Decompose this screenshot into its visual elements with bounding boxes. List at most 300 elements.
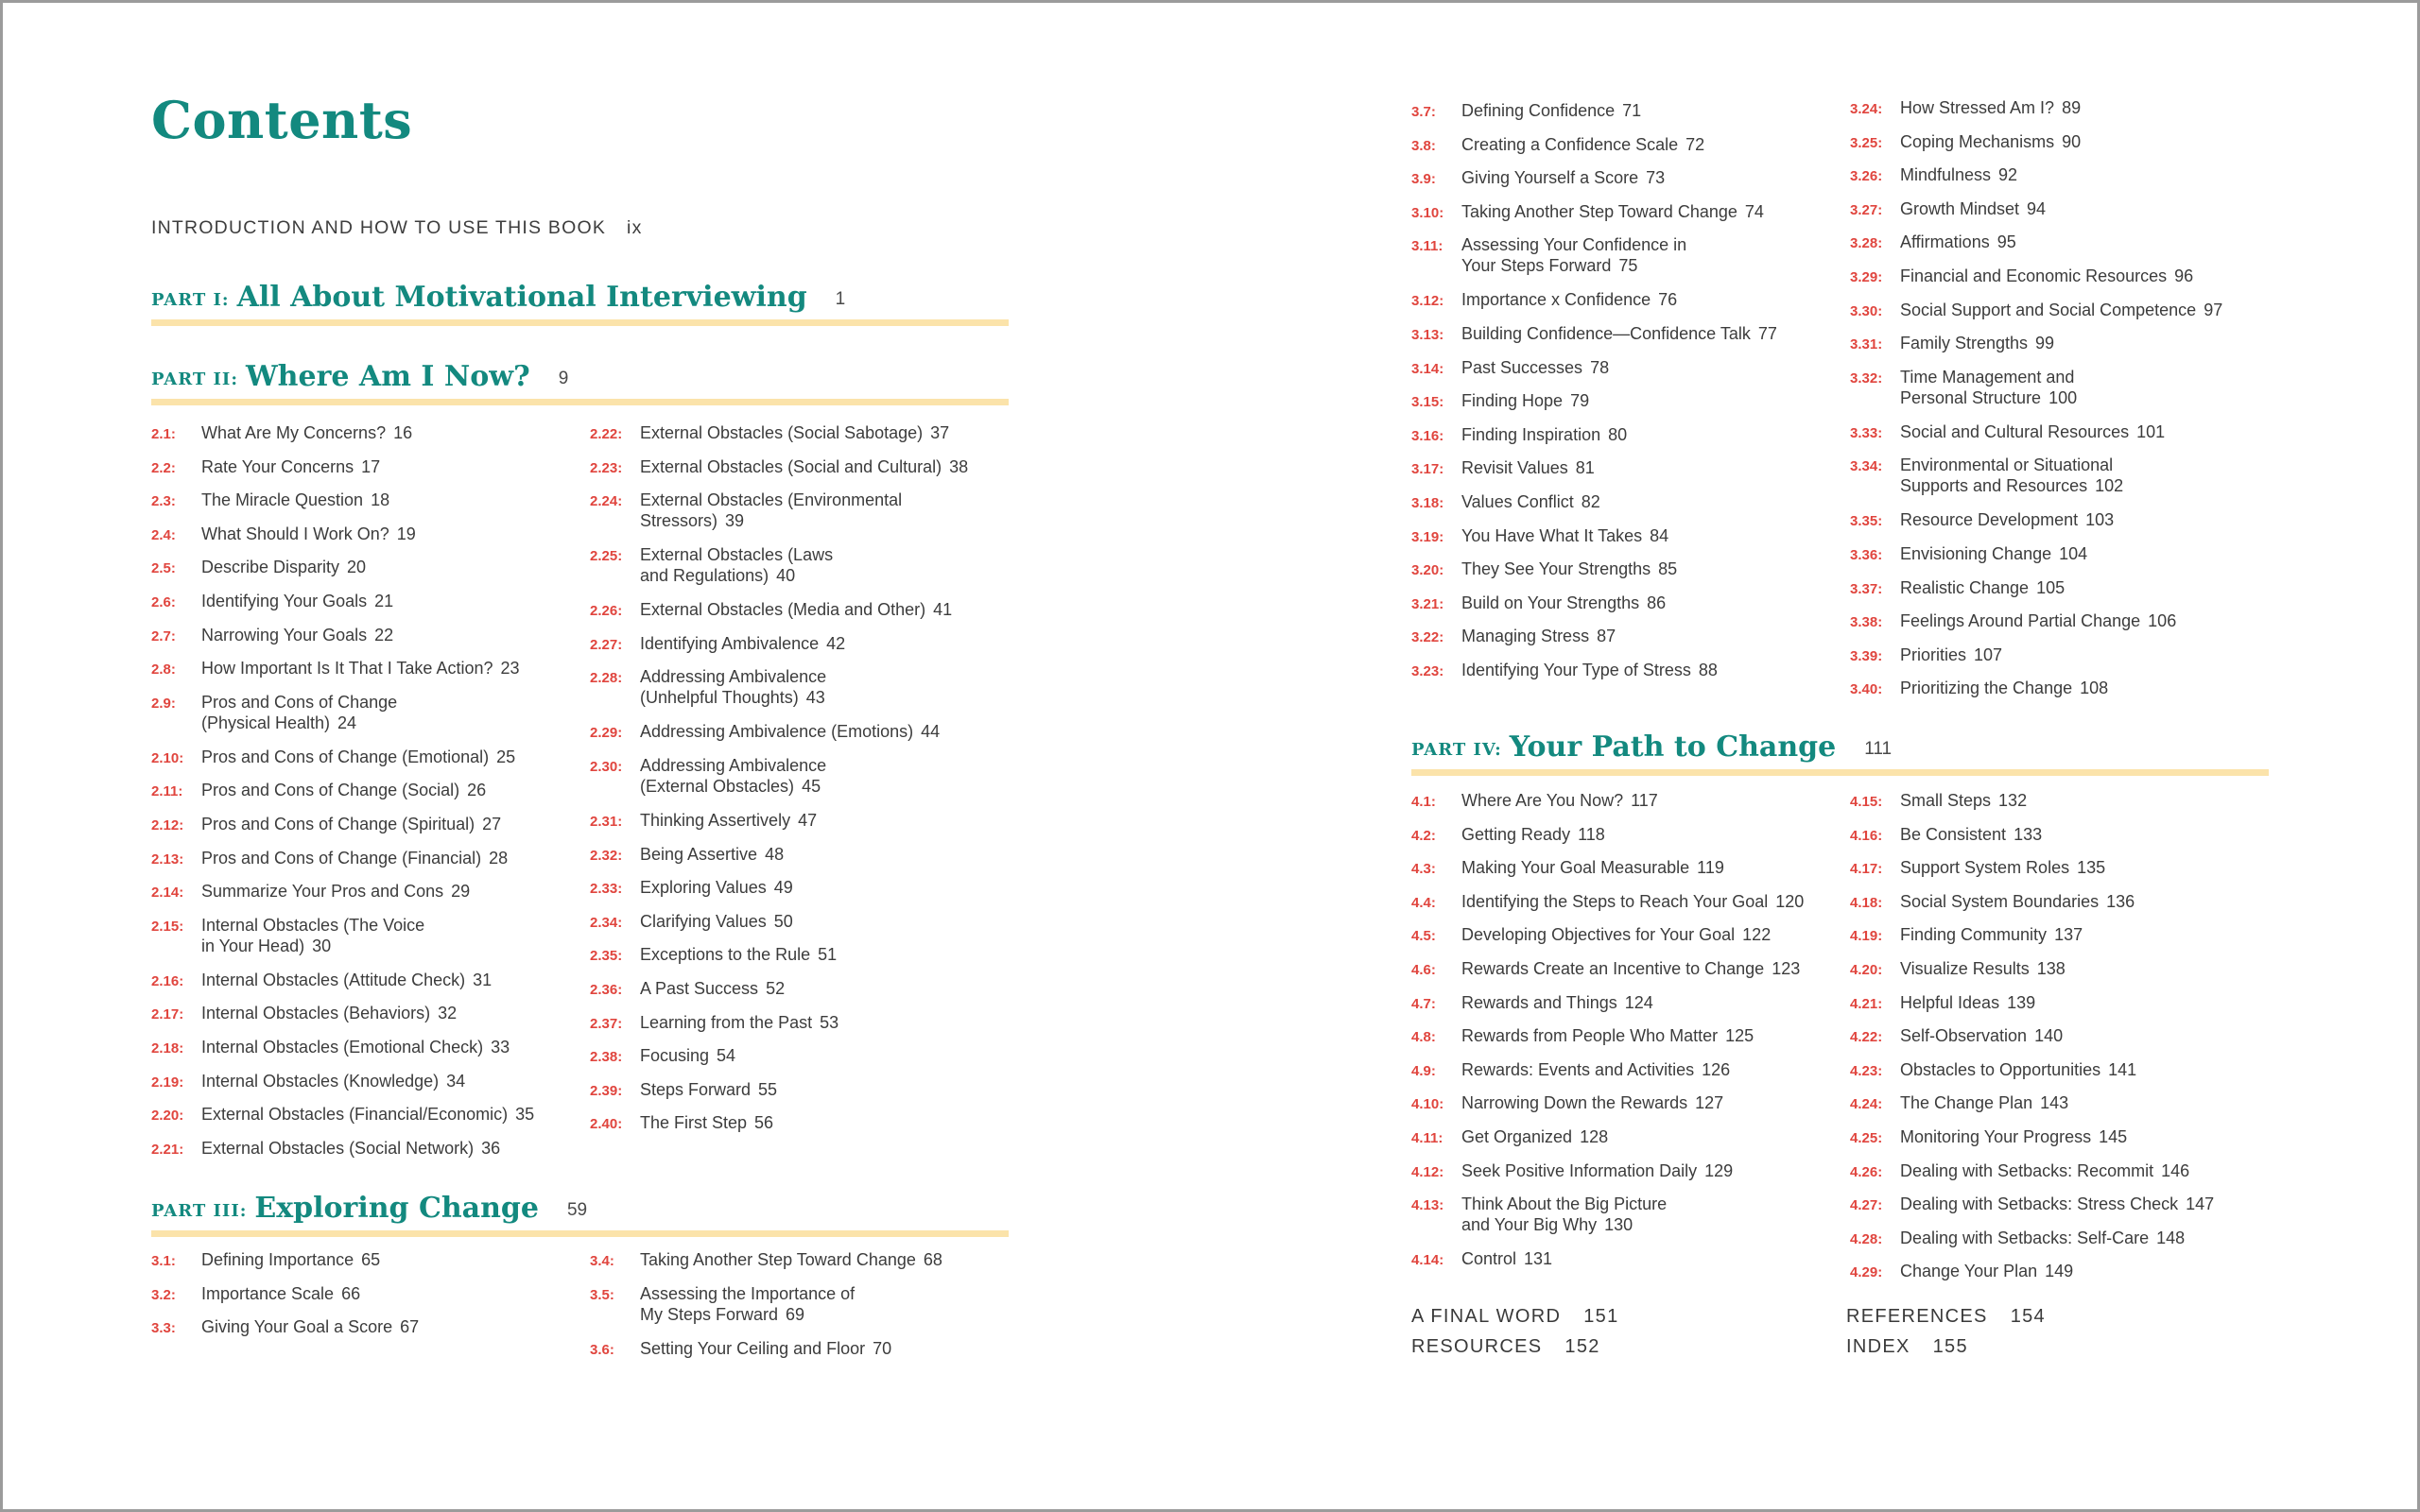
entry-title: Thinking Assertively [640, 811, 791, 830]
entry-text-wrap [1900, 1228, 2316, 1248]
entry-text-wrap [201, 1283, 617, 1304]
entry-title: Managing Stress [1461, 627, 1590, 646]
entry-page: 68 [923, 1250, 942, 1269]
entry-title: Giving Your Goal a Score [201, 1317, 393, 1337]
entry-title: External Obstacles (Environmental Stressors) [640, 490, 903, 531]
entry-text-wrap [1900, 610, 2316, 631]
entry-title: Resource Development [1900, 510, 2079, 530]
entry-title: Self-Observation [1900, 1026, 2028, 1046]
part-2-heading[interactable] [151, 358, 1009, 405]
entry-title: Rewards from People Who Matter [1461, 1026, 1719, 1046]
entry-page: 22 [374, 625, 394, 644]
entry-page: 140 [2034, 1026, 2064, 1046]
entry-title: Making Your Goal Measurable [1461, 858, 1690, 878]
entry-text-wrap [1461, 491, 1877, 512]
entry-title: Revisit Values [1461, 458, 1568, 478]
entry-number: 2.29: [590, 725, 623, 742]
entry-title: External Obstacles (Media and Other) [640, 600, 926, 620]
entry-text-wrap [1900, 958, 2316, 979]
entry-title: Identifying Your Goals [201, 592, 368, 610]
entry-page: 101 [2136, 421, 2166, 441]
entry-page: 89 [2062, 98, 2082, 117]
entry-title: Addressing Ambivalence (External Obstacles) [640, 756, 827, 796]
entry-number: 4.23: [1850, 1062, 1883, 1079]
entry-page: 106 [2148, 611, 2177, 631]
entry-number: 4.24: [1850, 1096, 1883, 1113]
entry-number: 4.29: [1850, 1264, 1883, 1281]
entry-number: 2.37: [590, 1015, 623, 1032]
entry-text-wrap [201, 658, 617, 679]
entry-title: Coping Mechanisms [1900, 131, 2055, 151]
entry-number: 3.16: [1411, 427, 1444, 444]
final-word-entry[interactable] [1411, 1306, 1619, 1328]
entry-title: Build on Your Strengths [1461, 593, 1640, 612]
entry-number: 4.12: [1411, 1163, 1444, 1180]
toc-intro-entry[interactable] [151, 217, 643, 239]
entry-number: 3.1: [151, 1253, 176, 1269]
entry-number: 4.3: [1411, 861, 1436, 878]
entry-text-wrap [1900, 891, 2316, 912]
entry-title: Rewards and Things [1461, 992, 1617, 1012]
entry-page: 126 [1702, 1059, 1731, 1079]
entry-page: 138 [2036, 959, 2066, 978]
entry-text-wrap [1900, 455, 2316, 496]
entry-title: Summarize Your Pros and Cons [201, 882, 444, 902]
entry-title: Describe Disparity [201, 558, 340, 577]
part-4-heading[interactable] [1411, 729, 2269, 776]
entry-page: 25 [496, 747, 516, 766]
entry-page: 29 [451, 882, 471, 902]
entry-title: Narrowing Down the Rewards [1461, 1093, 1688, 1113]
entry-page: 51 [818, 945, 838, 965]
entry-text-wrap [640, 1045, 1056, 1066]
entry-page: 18 [371, 490, 390, 510]
entry-text-wrap [1461, 457, 1877, 478]
entry-text-wrap [1461, 558, 1877, 579]
entry-number: 2.13: [151, 850, 184, 868]
entry-title: Social and Cultural Resources [1900, 421, 2130, 441]
entry-text-wrap [1461, 134, 1877, 155]
entry-page: 42 [826, 633, 846, 653]
entry-text-wrap [1461, 357, 1877, 378]
endmatter-label: REFERENCES [1846, 1306, 1988, 1327]
entry-text-wrap [1900, 367, 2316, 408]
entry-text-wrap [1461, 824, 1877, 845]
entry-number: 2.25: [590, 548, 623, 565]
entry-page: 129 [1704, 1160, 1734, 1180]
entry-text-wrap [1461, 891, 1877, 912]
entry-title: Seek Positive Information Daily [1461, 1160, 1698, 1180]
entry-text-wrap [640, 721, 1056, 742]
entry-page: 28 [489, 848, 509, 868]
entry-text-wrap [1461, 992, 1877, 1013]
entry-page: 125 [1725, 1026, 1754, 1046]
entry-page: 75 [1618, 256, 1638, 276]
entry-text-wrap [1900, 678, 2316, 698]
entry-text-wrap [1461, 593, 1877, 613]
entry-text-wrap [201, 1071, 617, 1091]
entry-title: Addressing Ambivalence (Emotions) [640, 722, 914, 742]
entry-title: Steps Forward [640, 1079, 752, 1099]
entry-title: How Stressed Am I? [1900, 98, 2055, 117]
entry-title: Be Consistent [1900, 824, 2007, 844]
entry-title: A Past Success [640, 979, 759, 998]
entry-title: External Obstacles (Social and Cultural) [640, 456, 942, 476]
entry-text-wrap [1900, 992, 2316, 1013]
entry-page: 135 [2077, 858, 2106, 878]
entry-title: Past Successes [1461, 357, 1583, 377]
entry-title: Internal Obstacles (Knowledge) [201, 1071, 440, 1091]
entry-title: Pros and Cons of Change (Social) [201, 781, 460, 800]
entry-page: 124 [1624, 992, 1653, 1012]
entry-number: 2.5: [151, 560, 176, 577]
entry-title: The First Step [640, 1113, 748, 1133]
entry-number: 3.6: [590, 1341, 614, 1358]
entry-number: 2.16: [151, 972, 184, 989]
entry-number: 4.16: [1850, 827, 1883, 844]
entry-text-wrap [201, 1138, 617, 1159]
entry-text-wrap [1900, 198, 2316, 219]
entry-title: External Obstacles (Social Sabotage) [640, 423, 924, 442]
part-title: Exploring Change [254, 1192, 539, 1225]
entry-title: Prioritizing the Change [1900, 679, 2073, 698]
entry-title: The Change Plan [1900, 1093, 2033, 1113]
entry-page: 131 [1524, 1249, 1553, 1269]
entry-number: 4.26: [1850, 1163, 1883, 1180]
entry-number: 4.7: [1411, 995, 1436, 1012]
entry-page: 16 [393, 423, 413, 442]
entry-number: 3.38: [1850, 614, 1883, 631]
entry-number: 2.4: [151, 526, 176, 543]
entry-title: Exploring Values [640, 878, 767, 898]
entry-number: 4.4: [1411, 894, 1436, 911]
entry-title: Growth Mindset [1900, 198, 2020, 218]
entry-page: 122 [1742, 925, 1772, 945]
entry-text-wrap [201, 848, 617, 868]
entry-text-wrap [1461, 167, 1877, 188]
entry-page: 104 [2059, 544, 2088, 563]
entry-page: 35 [515, 1105, 535, 1125]
entry-page: 108 [2080, 679, 2109, 698]
entry-page: 92 [1998, 165, 2018, 185]
entry-page: 141 [2108, 1059, 2137, 1079]
entry-page: 56 [754, 1113, 774, 1133]
entry-number: 2.17: [151, 1006, 184, 1023]
entry-text-wrap [1461, 1248, 1877, 1269]
entry-page: 43 [805, 688, 825, 708]
entry-page: 41 [933, 600, 953, 620]
entry-text-wrap [1461, 958, 1877, 979]
entry-text-wrap [1900, 1194, 2316, 1214]
entry-page: 149 [2045, 1262, 2074, 1281]
entry-page: 90 [2062, 131, 2082, 151]
entry-text-wrap [201, 1316, 617, 1337]
entry-page: 118 [1578, 824, 1605, 844]
entry-text-wrap [1461, 1160, 1877, 1181]
entry-text-wrap [1900, 164, 2316, 185]
entry-number: 4.2: [1411, 827, 1436, 844]
entry-number: 3.29: [1850, 269, 1883, 285]
entry-page: 130 [1604, 1215, 1634, 1235]
entry-title: Dealing with Setbacks: Recommit [1900, 1160, 2154, 1180]
entry-text-wrap [1461, 1059, 1877, 1080]
entry-page: 36 [481, 1138, 501, 1158]
entry-page: 65 [361, 1250, 381, 1269]
entry-title: Internal Obstacles (Emotional Check) [201, 1038, 484, 1057]
entry-number: 2.34: [590, 914, 623, 931]
entry-page: 132 [1998, 791, 2028, 810]
entry-text-wrap [1900, 644, 2316, 665]
entry-title: Identifying Your Type of Stress [1461, 661, 1691, 679]
entry-title: You Have What It Takes [1461, 525, 1643, 545]
entry-text-wrap [1900, 577, 2316, 598]
entry-number: 3.31: [1850, 336, 1883, 353]
entry-text-wrap [640, 1338, 1056, 1359]
entry-title: Being Assertive [640, 844, 758, 864]
entry-title: External Obstacles (Financial/Economic) [201, 1105, 509, 1125]
entry-page: 136 [2106, 891, 2135, 911]
endmatter-label: A FINAL WORD [1411, 1306, 1562, 1327]
entry-page: 31 [473, 970, 493, 989]
entry-number: 3.19: [1411, 528, 1444, 545]
entry-number: 4.13: [1411, 1197, 1444, 1214]
part-title: Your Path to Change [1509, 730, 1837, 764]
entry-text-wrap [1461, 390, 1877, 411]
entry-text-wrap [201, 557, 617, 577]
entry-title: Helpful Ideas [1900, 992, 2000, 1012]
entry-page: 107 [1974, 644, 2003, 664]
intro-page: ix [627, 217, 643, 238]
entry-page: 99 [2035, 334, 2055, 353]
entry-number: 4.27: [1850, 1197, 1883, 1214]
entry-number: 3.13: [1411, 327, 1444, 343]
entry-number: 2.18: [151, 1040, 184, 1057]
entry-page: 66 [341, 1283, 361, 1303]
entry-text-wrap [1900, 1261, 2316, 1281]
entry-page: 79 [1570, 391, 1590, 411]
entry-number: 3.3: [151, 1320, 176, 1337]
part-1-heading[interactable] [151, 279, 1009, 326]
entry-number: 4.6: [1411, 962, 1436, 978]
entry-number: 3.23: [1411, 663, 1444, 679]
entry-page: 74 [1744, 201, 1764, 221]
entry-text-wrap [1900, 232, 2316, 252]
entry-number: 3.21: [1411, 595, 1444, 612]
entry-text-wrap [640, 944, 1056, 965]
entry-page: 53 [820, 1012, 839, 1032]
entry-page: 26 [467, 781, 487, 800]
entry-text-wrap [1461, 660, 1877, 680]
entry-text-wrap [1900, 266, 2316, 286]
entry-title: Getting Ready [1461, 824, 1571, 844]
entry-text-wrap [201, 456, 617, 477]
entry-number: 3.26: [1850, 168, 1883, 185]
entry-number: 2.19: [151, 1074, 184, 1091]
entry-number: 3.12: [1411, 293, 1444, 310]
entry-title: Finding Inspiration [1461, 424, 1601, 444]
entry-number: 2.11: [151, 783, 183, 800]
entry-title: Importance Scale [201, 1283, 335, 1303]
entry-page: 117 [1631, 791, 1658, 810]
entry-page: 87 [1597, 627, 1616, 646]
references-entry[interactable] [1846, 1306, 2046, 1328]
entry-title: How Important Is It That I Take Action? [201, 659, 493, 679]
entry-text-wrap [1461, 1092, 1877, 1113]
entry-text-wrap [201, 490, 617, 510]
entry-title: Think About the Big Picture and Your Big Why [1461, 1194, 1668, 1235]
entry-number: 4.25: [1850, 1130, 1883, 1146]
entry-title: Where Are You Now? [1461, 791, 1624, 810]
entry-title: Environmental or Situational Supports and Resources [1900, 455, 2114, 496]
entry-number: 2.36: [590, 982, 623, 998]
entry-page: 120 [1775, 891, 1805, 911]
entry-title: Focusing [640, 1046, 710, 1066]
part-label: PART I: [151, 290, 230, 310]
entry-page: 23 [500, 659, 520, 679]
entry-page: 86 [1647, 593, 1667, 612]
entry-text-wrap [640, 1283, 1056, 1325]
entry-page: 145 [2099, 1127, 2128, 1146]
entry-number: 4.28: [1850, 1230, 1883, 1247]
intro-label: INTRODUCTION AND HOW TO USE THIS BOOK [151, 217, 607, 238]
entry-title: Social System Boundaries [1900, 891, 2100, 911]
entry-text-wrap [201, 524, 617, 544]
entry-text-wrap [201, 780, 617, 800]
entry-title: Pros and Cons of Change (Emotional) [201, 747, 490, 766]
endmatter-label: RESOURCES [1411, 1336, 1543, 1357]
entry-number: 3.22: [1411, 629, 1444, 646]
entry-number: 2.21: [151, 1141, 184, 1158]
entry-title: Rewards Create an Incentive to Change [1461, 959, 1765, 978]
entry-page: 55 [758, 1079, 778, 1099]
entry-number: 2.38: [590, 1049, 623, 1066]
entry-text-wrap [201, 1037, 617, 1057]
entry-text-wrap [640, 490, 1056, 531]
part-page: 59 [566, 1200, 588, 1220]
entry-number: 2.1: [151, 426, 176, 442]
entry-page: 94 [2027, 198, 2047, 218]
entry-title: Feelings Around Partial Change [1900, 611, 2141, 631]
part-3-heading[interactable] [151, 1190, 1009, 1237]
entry-number: 3.14: [1411, 360, 1444, 377]
entry-number: 3.18: [1411, 495, 1444, 511]
entry-text-wrap [640, 422, 1056, 443]
entry-title: Defining Confidence [1461, 101, 1616, 120]
entry-title: Affirmations [1900, 232, 1990, 252]
entry-text-wrap [1900, 924, 2316, 945]
endmatter-page: 152 [1564, 1336, 1600, 1357]
entry-text-wrap [1900, 333, 2316, 353]
entry-number: 3.9: [1411, 171, 1436, 188]
entry-text-wrap [640, 810, 1056, 831]
entry-text-wrap [201, 1104, 617, 1125]
entry-number: 4.1: [1411, 794, 1436, 810]
entry-title: External Obstacles (Laws and Regulations) [640, 545, 834, 586]
entry-number: 4.5: [1411, 928, 1436, 945]
entry-text-wrap [1461, 100, 1877, 121]
entry-page: 49 [773, 878, 793, 898]
entry-number: 2.22: [590, 426, 623, 442]
entry-number: 4.19: [1850, 928, 1883, 945]
entry-number: 2.32: [590, 847, 623, 864]
entry-text-wrap [201, 814, 617, 834]
entry-title: Control [1461, 1249, 1517, 1269]
entry-text-wrap [201, 915, 617, 956]
entry-text-wrap [640, 978, 1056, 999]
entry-page: 80 [1608, 424, 1628, 444]
endmatter-page: 155 [1932, 1336, 1968, 1357]
entry-number: 2.15: [151, 918, 184, 935]
entry-page: 44 [921, 722, 941, 742]
entry-title: Internal Obstacles (Attitude Check) [201, 970, 466, 989]
entry-text-wrap [1461, 1025, 1877, 1046]
entry-text-wrap [201, 1249, 617, 1270]
entry-title: External Obstacles (Social Network) [201, 1138, 475, 1158]
entry-text-wrap [640, 456, 1056, 477]
entry-number: 2.28: [590, 670, 623, 687]
entry-title: Setting Your Ceiling and Floor [640, 1338, 866, 1358]
entry-number: 3.33: [1850, 424, 1883, 441]
entry-text-wrap [1900, 97, 2316, 118]
entry-text-wrap [1900, 1126, 2316, 1147]
entry-page: 67 [400, 1317, 420, 1337]
entry-title: Family Strengths [1900, 334, 2029, 353]
entry-title: Internal Obstacles (Behaviors) [201, 1004, 431, 1023]
entry-text-wrap [1900, 543, 2316, 564]
entry-title: Identifying Ambivalence [640, 633, 820, 653]
entry-title: Dealing with Setbacks: Self-Care [1900, 1228, 2150, 1247]
entry-number: 3.35: [1850, 513, 1883, 530]
entry-text-wrap [1461, 424, 1877, 445]
entry-number: 3.25: [1850, 134, 1883, 151]
entry-title: Defining Importance [201, 1250, 354, 1269]
entry-text-wrap [1900, 1160, 2316, 1181]
entry-page: 95 [1996, 232, 2016, 252]
entry-text-wrap [640, 1112, 1056, 1133]
resources-entry[interactable] [1411, 1336, 1600, 1358]
endmatter-page: 154 [2010, 1306, 2046, 1327]
entry-number: 3.34: [1850, 458, 1883, 475]
entry-title: Rate Your Concerns [201, 456, 354, 476]
entry-text-wrap [640, 633, 1056, 654]
entry-number: 3.30: [1850, 302, 1883, 319]
entry-number: 3.10: [1411, 204, 1444, 221]
entry-page: 45 [802, 777, 821, 796]
entry-page: 133 [2014, 824, 2043, 844]
entry-text-wrap [640, 844, 1056, 865]
part-label: PART IV: [1411, 740, 1502, 760]
entry-title: Small Steps [1900, 791, 1992, 810]
entry-text-wrap [201, 1003, 617, 1023]
entry-text-wrap [1461, 289, 1877, 310]
entry-page: 84 [1650, 525, 1669, 545]
entry-page: 21 [374, 592, 394, 610]
entry-number: 4.15: [1850, 794, 1883, 810]
part-page: 111 [1864, 739, 1893, 759]
index-entry[interactable] [1846, 1336, 1968, 1358]
entry-page: 128 [1580, 1127, 1609, 1146]
entry-title: Priorities [1900, 644, 1967, 664]
entry-page: 78 [1590, 357, 1610, 377]
entry-page: 148 [2156, 1228, 2186, 1247]
entry-title: Pros and Cons of Change (Physical Health) [201, 692, 398, 732]
entry-page: 20 [347, 558, 367, 577]
entry-text-wrap [1461, 924, 1877, 945]
entry-number: 3.37: [1850, 580, 1883, 597]
entry-text-wrap [1461, 323, 1877, 344]
entry-number: 4.22: [1850, 1029, 1883, 1046]
entry-page: 70 [873, 1338, 892, 1358]
